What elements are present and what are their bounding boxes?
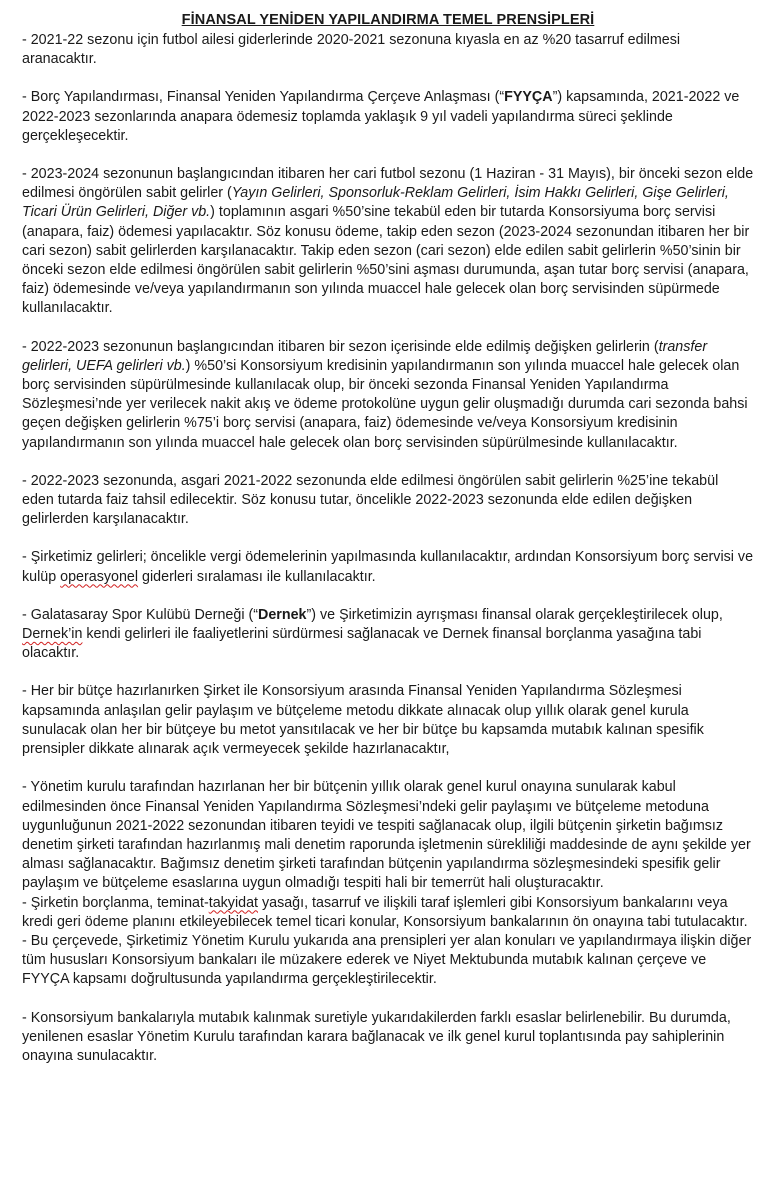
paragraph-spacer [22, 146, 754, 165]
paragraph-spacer [22, 587, 754, 606]
paragraph-text: - Şirketin borçlanma, teminat- [22, 894, 209, 911]
paragraph-text: ) %50’si Konsorsiyum kredisinin yapılandırmanın son yılında muaccel hale gelecek olan borç servisinden süpürülmesinde kullanılacak olup, bir önceki sezonda Finansal Yeniden Yapılandırma Sözleşmesi’nde yer verilecek nakit akış ve ödeme protokolüne uygun gelir oluşmadığı durumda cari sezonda bahsi geçen değişken gelirlerin %75’i borç servisi (anapara, faiz) ödemesinde ve/veya Konsorsiyum kredisinin yapılandırmanın son yılında muaccel hale gelecek olan borç servisinden süpürülmesinde kullanılacaktır. [22, 357, 748, 451]
paragraph-spacer [22, 759, 754, 778]
paragraph-spacer [22, 319, 754, 338]
principle-paragraph-8: - Her bir bütçe hazırlanırken Şirket ile Konsorsiyum arasında Finansal Yeniden Yapılandırma Sözleşmesi kapsamında anlaşılan gelir paylaşım ve bütçeleme metodu dikkate alınacak olup yıllık olarak genel kurula sunulacak olan her bir bütçeye bu metot yansıtılacak ve her bir bütçe bu kapsamda mutabık kalınan spesifik prensipler dikkate alınarak açık vermeyecek şekilde hazırlanacaktır, [22, 683, 704, 758]
paragraph-text: ”) ve Şirketimizin ayrışması finansal olarak gerçekleştirilecek olup, [306, 606, 723, 623]
document-title: FİNANSAL YENİDEN YAPILANDIRMA TEMEL PRENSİPLERİ [181, 12, 595, 28]
paragraph-text: yasağı, tasarruf ve ilişkili taraf işlemleri gibi Konsorsiyum bankalarını veya kredi geri ödeme planını etkileyebilecek temel ticari konular, Konsorsiyum bankalarının ön onayına tabi tutulacaktır. [22, 894, 748, 930]
spellcheck-word: Dernek’in [22, 626, 83, 643]
paragraph-spacer [22, 453, 754, 472]
paragraph-text: giderleri sıralaması ile kullanılacaktır. [138, 568, 376, 585]
paragraph-text: - 2023-2024 sezonunun başlangıcından itibaren her cari futbol sezonu (1 Haziran - 31 Mayıs), bir önceki sezon elde edilmesi öngörülen sabit gelirler ( [22, 166, 754, 202]
principle-paragraph-10 [22, 894, 754, 932]
paragraph-spacer [22, 529, 754, 548]
paragraph-text: ) toplamının asgari %50’sine tekabül eden bir tutarda Konsorsiyuma borç servisi (anapara, faiz) ödemesi yapılacaktır. Söz konusu ödeme, takip eden sezon (2023-2024 sezonundan itibaren her bir cari sezon) sabit gelirlerden karşılanacaktır. Takip eden sezon (cari sezon) elde edilen sabit gelirlerin %50’sinin bir önceki sezon elde edilmesi öngörülen sabit gelirlerin %50’sini aşması durumunda, aşan tutar borç servisi (anapara, faiz) ödemesinde ve/veya yapılandırmanın son yılında muaccel hale gelecek olan borç servisinden süpürmede kullanılacaktır. [22, 204, 750, 317]
paragraph-spacer [22, 990, 754, 1009]
principle-paragraph-11: - Bu çerçevede, Şirketimiz Yönetim Kurulu yukarıda ana prensipleri yer alan konuları ve yapılandırmaya ilişkin diğer tüm hususları Konsorsiyum bankaları ile müzakere ederek ve Niyet Mektubunda mutabık kalınan çerçeve ve FYYÇA kapsamı doğrultusunda yapılandırma gerçekleştirilecektir. [22, 932, 752, 988]
principle-paragraph-1: - 2021-22 sezonu için futbol ailesi giderlerinde 2020-2021 sezonuna kıyasla en az %20 tasarruf edilmesi aranacaktır. [22, 32, 681, 68]
paragraph-text: - Şirketimiz gelirleri; öncelikle vergi ödemelerinin yapılmasında kullanılacaktır, ardından Konsorsiyum borç servisi ve kulüp [22, 549, 754, 585]
spellcheck-word: operasyonel [60, 568, 139, 585]
paragraph-spacer [22, 69, 754, 88]
principle-paragraph-12: - Konsorsiyum bankalarıyla mutabık kalınmak suretiyle yukarıdakilerden farklı esaslar belirlenebilir. Bu durumda, yenilenen esaslar Yönetim Kurulu tarafından karara bağlanacak ve ilk genel kurul toplantısında pay sahiplerinin onayına sunulacaktır. [22, 1009, 731, 1064]
paragraph-text: - 2022-2023 sezonunun başlangıcından itibaren bir sezon içerisinde elde edilmiş değişken gelirlerin ( [22, 338, 659, 355]
dernek-term: Dernek [258, 606, 307, 623]
principle-paragraph-9: - Yönetim kurulu tarafından hazırlanan her bir bütçenin yıllık olarak genel kurul onayına sunularak kabul edilmesinden önce Finansal Yeniden Yapılandırma Sözleşmesi’ndeki gelir paylaşımı ve bütçeleme metoduna uygunluğunun 2021-2022 sezonundan itibaren teyidi ve tespiti sağlanacak olup, ilgili bütçenin şirketin bağımsız denetim şirketi tarafından hazırlanmış mali denetim raporunda işletmenin sürekliliği maddesinde de aynı şekilde yer alması sağlanacaktır. Bağımsız denetim şirketi tarafından bütçenin yapılandırma sözleşmesindeki spesifik gelir paylaşım ve bütçeleme esaslarına uygun olmadığı tespiti hali bir temerrüt hali oluşturacaktır. [22, 779, 751, 892]
paragraph-text: - Borç Yapılandırması, Finansal Yeniden Yapılandırma Çerçeve Anlaşması (“ [22, 89, 505, 106]
principle-paragraph-2 [22, 88, 754, 146]
principle-paragraph-5: - 2022-2023 sezonunda, asgari 2021-2022 sezonunda elde edilmesi öngörülen sabit gelirlerin %25’ine tekabül eden tutarda faiz tahsil edilecektir. Söz konusu tutar, öncelikle 2022-2023 sezonunda elde edilen değişken gelirlerden karşılanacaktır. [22, 472, 719, 528]
paragraph-text: ”) kapsamında, 2021-2022 ve 2022-2023 sezonlarında anapara ödemesiz toplamda yaklaşık 9 yıl vadeli yapılandırma süreci şeklinde gerçekleşecektir. [22, 89, 740, 144]
paragraph-spacer [22, 663, 754, 682]
paragraph-text: - Galatasaray Spor Kulübü Derneği (“ [22, 606, 259, 623]
principle-paragraph-6 [22, 548, 754, 586]
paragraph-text: kendi gelirleri ile faaliyetlerini sürdürmesi sağlanacak ve Dernek finansal borçlanma yasağına tabi olacaktır. [22, 626, 702, 662]
principle-paragraph-3 [22, 165, 754, 319]
principle-paragraph-7 [22, 606, 754, 664]
principle-paragraph-4 [22, 338, 754, 453]
spellcheck-word: takyidat [208, 894, 258, 911]
fyyca-abbreviation: FYYÇA [504, 89, 553, 106]
fixed-income-list: Yayın Gelirleri, Sponsorluk-Reklam Gelirleri, İsim Hakkı Gelirleri, Gişe Gelirleri, Ticari Ürün Gelirleri, Diğer vb. [22, 185, 729, 221]
variable-income-list: transfer gelirleri, UEFA gelirleri vb. [22, 338, 708, 374]
